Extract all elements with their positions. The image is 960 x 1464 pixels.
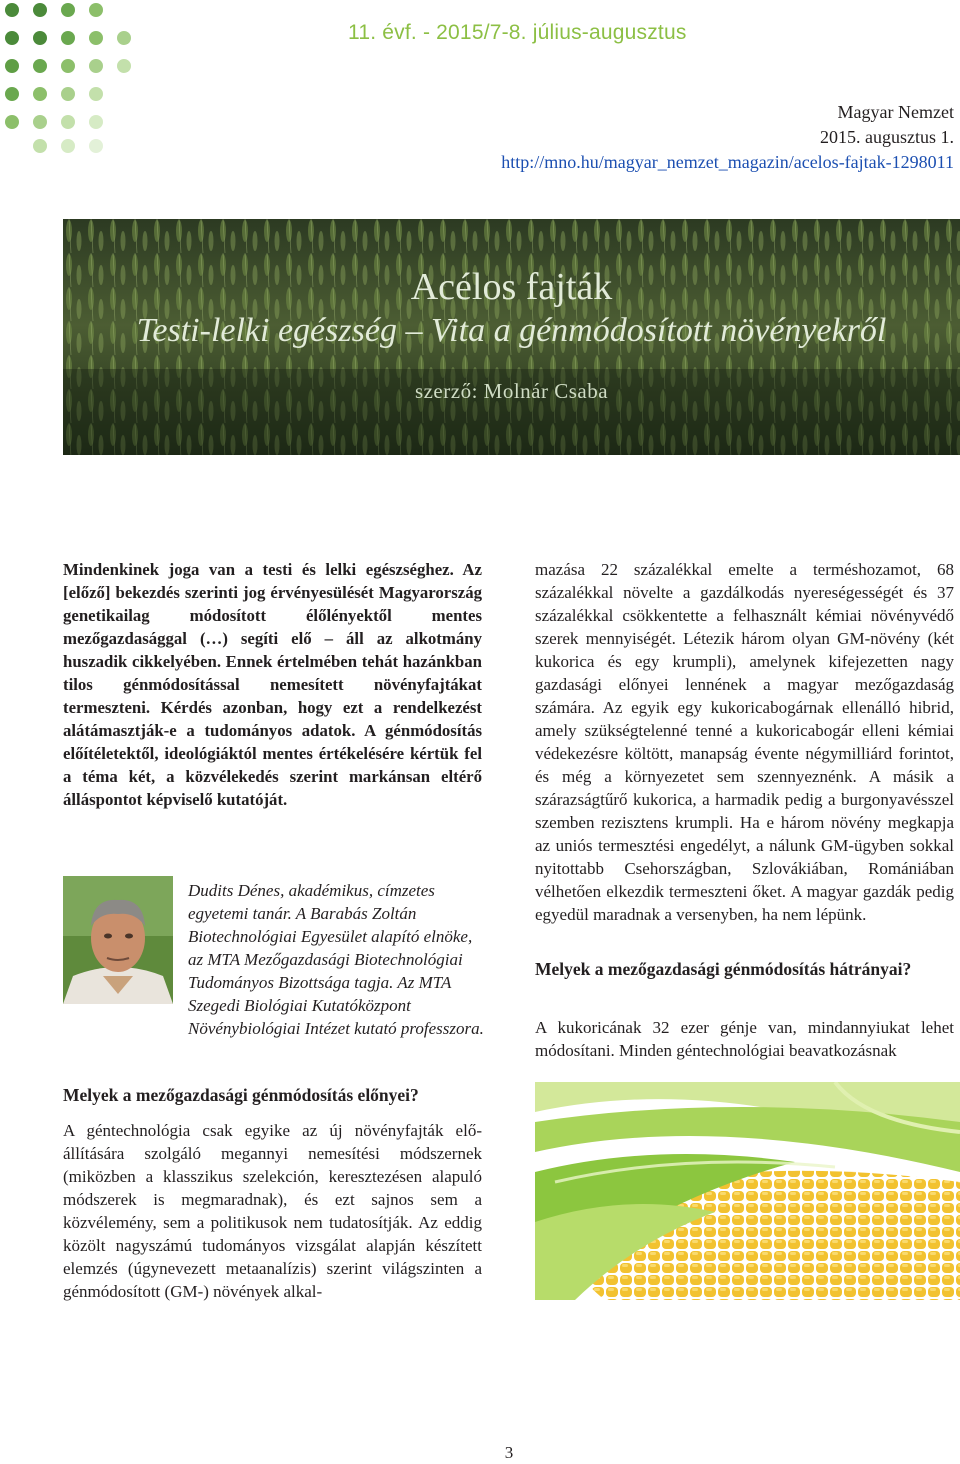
section-heading-disadvantages: Melyek a mezőgazdasági génmódosítás hátrányai? (535, 959, 912, 979)
decorative-dot-pattern (0, 0, 140, 155)
issue-label: 11. évf. - 2015/7-8. július-augusztus (348, 21, 687, 44)
article-title: Acélos fajták (410, 266, 613, 308)
lead-paragraph: Mindenkinek joga van a testi és lelki egészséghez. Az [előző] bekezdés szerinti jog érvényesülését Magyarország genetikailag módosított élőlényektől mentes mezőgazdasággal (…) segíti elő – áll az alkotmány huszadik cikkelyében. Ennek értelmében tehát hazánkban tilos génmódosítással nemesített növényfajtákat termeszteni. Kérdés azonban, hogy ezt a rendelkezést alátámasztják-e a tudományos adatok. A génmódosítás előítéletektől, ideológiáktól mentes értékelésére kértük fel a téma két, a közvélekedés szerint markánsan eltérő álláspontot képviselő kutatóját. (63, 560, 482, 809)
interviewee-bio: Dudits Dénes, akadémikus, címzetes egyetemi tanár. A Barabás Zoltán Biotechnológiai Egyesület alapító elnöke, az MTA Mezőgazdasági Biotechnológiai Tudományos Bizottsága tagja. Az MTA Szegedi Biológiai Kutatóközpont Növénybiológiai Intézet kutató professzora. (188, 881, 484, 1038)
source-date: 2015. augusztus 1. (820, 127, 954, 147)
article-author: szerző: Molnár Csaba (414, 379, 609, 403)
body-text-right: mazása 22 százalékkal emelte a terméshozamot, 68 százalékkal növelte a gazdálkodás nyereségességét és 37 százalékkal csökkentette a felhasznált kémiai növényvédő szerek mennyiségét. Létezik három olyan GM-növény (két kukorica és egy krumpli), amelynek kifejezetten nagy gazdasági előnyei lennének a magyar mezőgazdaság számára. Az egyik egy kukoricabogárnak ellenálló hibrid, amely szükségtelenné tenné a kukoricabogár elleni kémiai védekezésre költött, manapság évente négymilliárd forintot, és még a környezetet sem szennyeznénk. A másik a szárazságtűrő kukorica, a harmadik pedig a burgonyavésszel szemben rezisztens krumpli. Ha e három növény megkapja az uniós termesztési engedélyt, a nálunk GM-ügyben sokkal nyitottabb Csehországban, Szlovákiában, Romániában vélhetően elkezdik termeszteni őket. A magyar gazdák pedig egyedül maradnak a versenyben, ha nem lépünk. (535, 560, 954, 924)
article-subtitle: Testi-lelki egészség – Vita a génmódosított növényekről (136, 312, 887, 349)
corn-photo (535, 1082, 960, 1300)
section-heading-advantages: Melyek a mezőgazdasági génmódosítás előnyei? (63, 1085, 419, 1105)
source-link[interactable]: http://mno.hu/magyar_nemzet_magazin/acelos-fajtak-1298011 (501, 152, 954, 172)
source-info (501, 100, 954, 175)
page-number: 3 (504, 1443, 514, 1462)
portrait-photo (63, 876, 173, 1004)
source-publication: Magyar Nemzet (837, 102, 954, 122)
hero-banner (63, 219, 960, 455)
body-text-left: A géntechnológia csak egyike az új növényfajták előállítására szolgáló megannyi nemesítési módszernek (miközben a klasszikus szelekción, keresztezésen alapuló módszerek is megmaradnak), és ezt sajnos sem a közvélemény, sem a politikusok nem tudatosítják. Az eddig közölt nagyszámú tudományos vizsgálat alapján készített elemzés (úgynevezett metaanalízis) szerint világszinten a génmódosított (GM-) növények alkal- (63, 1121, 482, 1301)
body-text-right-continued: A kukoricának 32 ezer génje van, mindannyiukat lehet módosítani. Minden géntechnológiai beavatkozásnak (535, 1018, 954, 1060)
